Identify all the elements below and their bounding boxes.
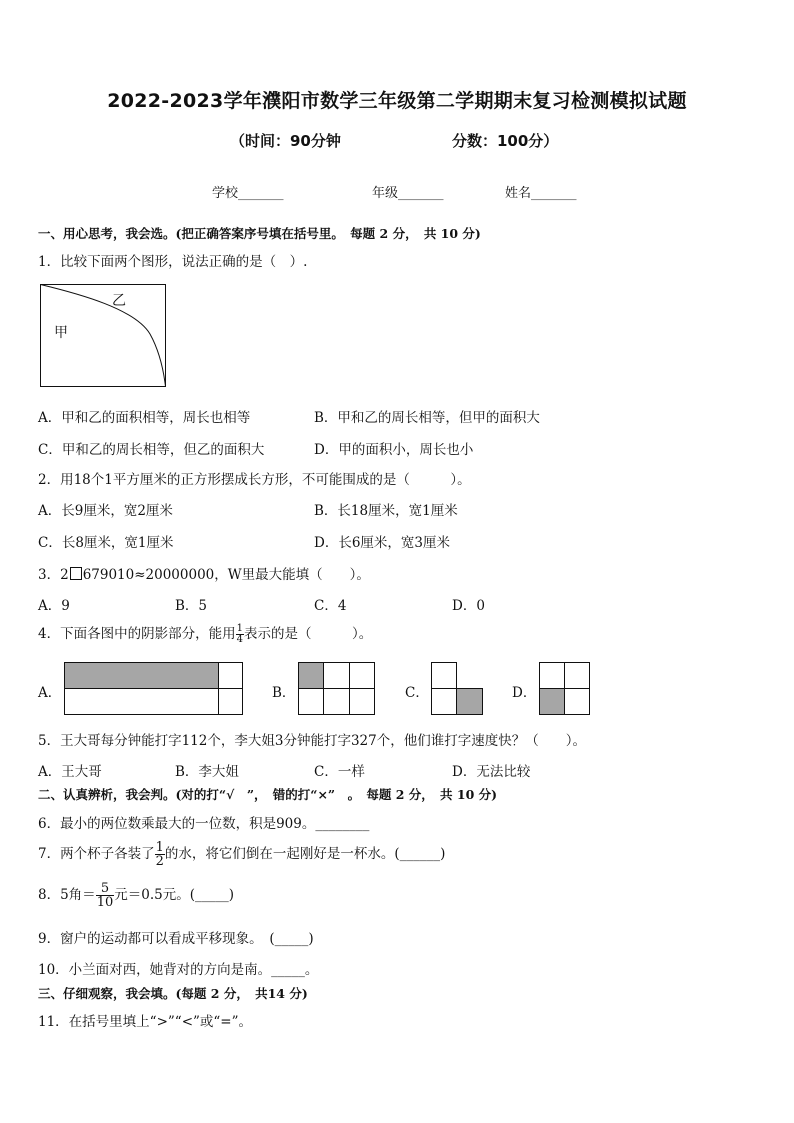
- q4b-shaded-cell: [299, 663, 323, 688]
- q4-prefix: 4．下面各图中的阴影部分，能用: [38, 626, 236, 642]
- q1-option-a[interactable]: A．甲和乙的面积相等，周长也相等: [38, 410, 251, 426]
- q4-figure-b[interactable]: [298, 662, 376, 716]
- q1-label-jia: 甲: [54, 325, 68, 341]
- question-11: 11．在括号里填上“>”“<”或“=”。: [38, 1014, 253, 1030]
- q5-option-c[interactable]: C．一样: [314, 764, 365, 780]
- question-3: [38, 563, 370, 583]
- q4a-shaded-cell: [65, 663, 218, 688]
- q8-frac-numerator: 5: [96, 882, 115, 896]
- q1-option-d[interactable]: D．甲的面积小，周长也小: [314, 442, 474, 458]
- grade-field: 年级_______: [372, 186, 444, 201]
- q1-option-c[interactable]: C．甲和乙的周长相等，但乙的面积大: [38, 442, 265, 458]
- exam-score: 分数：100分）: [452, 132, 559, 150]
- q4-frac-numerator: 1: [236, 623, 243, 634]
- exam-time: （时间：90分钟: [230, 132, 341, 150]
- question-5: 5．王大哥每分钟能打字112个，李大姐3分钟能打字327个，他们谁打字速度快？（ ）。: [38, 733, 586, 749]
- q3-option-a[interactable]: A．9: [38, 598, 70, 614]
- question-6[interactable]: 6．最小的两位数乘最大的一位数，积是909。________: [38, 816, 370, 832]
- name-field: 姓名_______: [505, 186, 577, 201]
- q3-option-c[interactable]: C．4: [314, 598, 347, 614]
- q4-figure-c[interactable]: [431, 662, 485, 716]
- q8-suffix: 元＝0.5元。(_____): [114, 887, 234, 903]
- q7-fraction: [155, 841, 165, 868]
- q2-option-d[interactable]: D．长6厘米，宽3厘米: [314, 535, 451, 551]
- section-3-heading: 三、仔细观察，我会填。(每题 2 分， 共14 分): [38, 986, 308, 1001]
- q3-blank-box: [70, 567, 82, 580]
- page-title: 2022-2023学年濮阳市数学三年级第二学期期末复习检测模拟试题: [107, 90, 687, 112]
- q7-frac-denominator: 2: [155, 854, 164, 869]
- q4-option-a[interactable]: A．: [38, 685, 62, 701]
- q4-suffix: 表示的是（ ）。: [243, 626, 373, 642]
- q5-option-d[interactable]: D．无法比较: [452, 764, 531, 780]
- question-9[interactable]: 9．窗户的运动都可以看成平移现象。 (_____): [38, 931, 314, 947]
- q7-prefix: 7．两个杯子各装了: [38, 846, 155, 862]
- q2-option-b[interactable]: B．长18厘米，宽1厘米: [314, 503, 458, 519]
- q8-fraction: [96, 882, 115, 909]
- school-field: 学校_______: [212, 186, 284, 201]
- q8-prefix: 8．5角＝: [38, 887, 96, 903]
- question-7[interactable]: [38, 841, 445, 868]
- q5-option-b[interactable]: B．李大姐: [175, 764, 239, 780]
- q3-text: 679010≈20000000，W里最大能填（ ）。: [82, 567, 370, 583]
- question-2: 2．用18个1平方厘米的正方形摆成长方形，不可能围成的是（ ）。: [38, 472, 471, 488]
- q4-fraction: [236, 624, 244, 645]
- q2-option-a[interactable]: A．长9厘米，宽2厘米: [38, 503, 173, 519]
- section-1-heading: 一、用心思考，我会选。(把正确答案序号填在括号里。 每题 2 分， 共 10 分): [38, 226, 481, 241]
- q1-option-b[interactable]: B．甲和乙的周长相等，但甲的面积大: [314, 410, 540, 426]
- q5-option-a[interactable]: A．王大哥: [38, 764, 102, 780]
- question-4: [38, 622, 372, 645]
- q1-label-yi: 乙: [112, 293, 126, 309]
- q4c-shaded-cell: [457, 689, 482, 714]
- question-8[interactable]: [38, 882, 234, 909]
- q4-option-d[interactable]: D．: [512, 685, 537, 701]
- q4-figure-d[interactable]: [539, 662, 591, 716]
- section-2-heading: 二、认真辨析，我会判。(对的打“√ ”， 错的打“×” 。 每题 2 分， 共 10 分): [38, 787, 498, 802]
- q3-prefix: 3．2: [38, 567, 69, 583]
- q4-option-c[interactable]: C．: [405, 685, 429, 701]
- q3-option-b[interactable]: B．5: [175, 598, 208, 614]
- q4-figure-a[interactable]: [64, 662, 244, 716]
- q3-option-d[interactable]: D．0: [452, 598, 485, 614]
- q8-frac-denominator: 10: [96, 895, 114, 910]
- q4-option-b[interactable]: B．: [272, 685, 296, 701]
- q7-frac-numerator: 1: [155, 840, 164, 855]
- question-1: 1．比较下面两个图形，说法正确的是（ ）.: [38, 254, 308, 270]
- question-10[interactable]: 10．小兰面对西，她背对的方向是南。_____。: [38, 962, 319, 978]
- q4d-shaded-cell: [540, 689, 564, 714]
- q4-frac-denominator: 4: [236, 634, 243, 645]
- q2-option-c[interactable]: C．长8厘米，宽1厘米: [38, 535, 174, 551]
- q7-suffix: 的水，将它们倒在一起刚好是一杯水。(______): [164, 846, 446, 862]
